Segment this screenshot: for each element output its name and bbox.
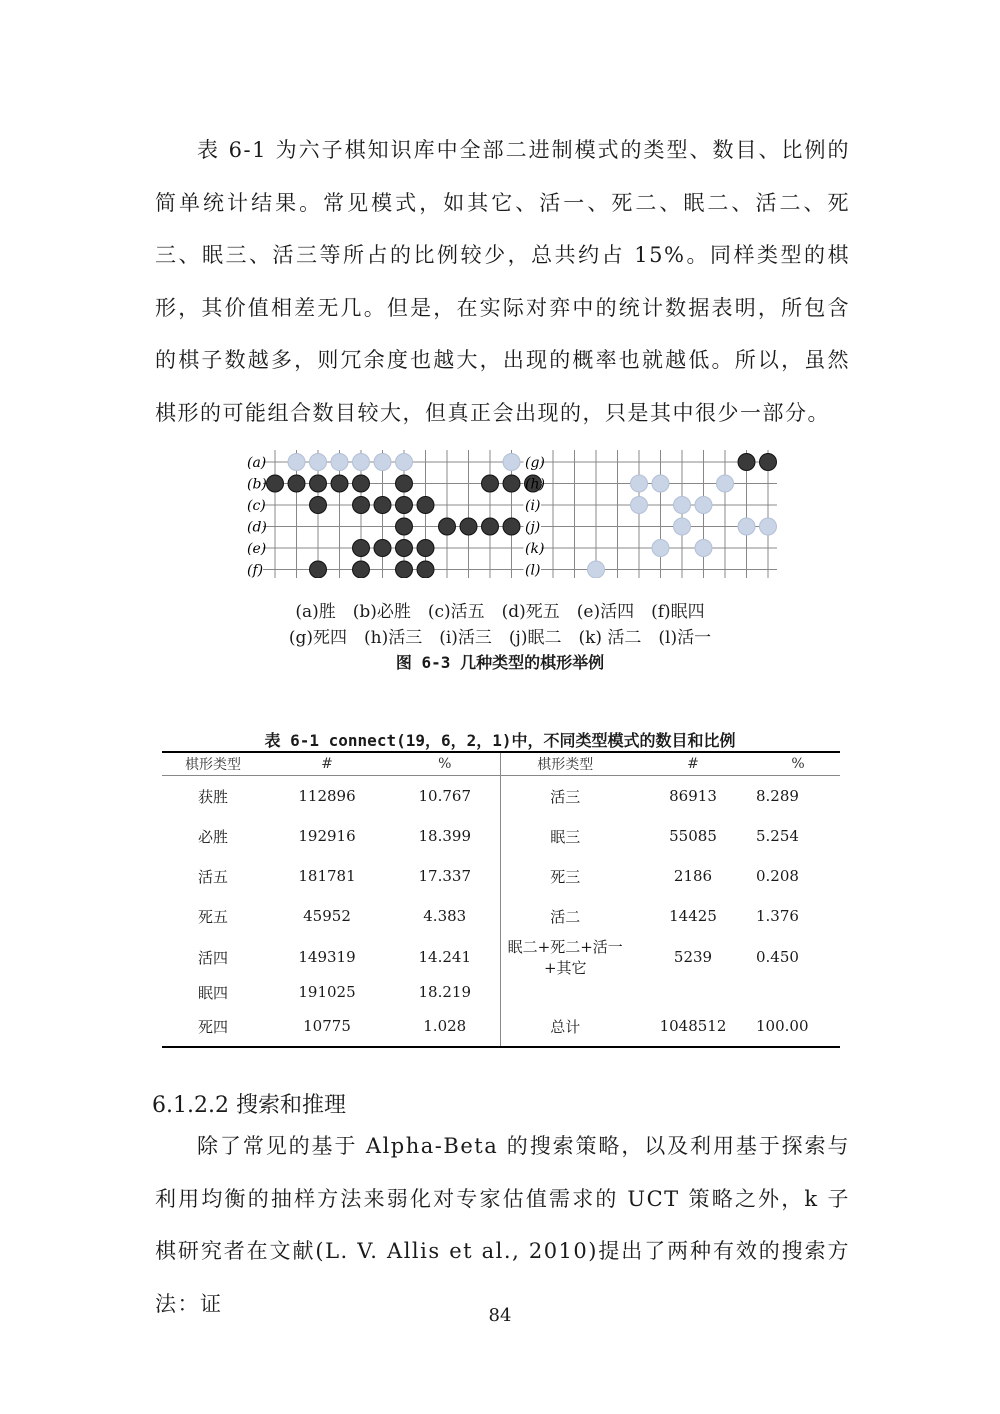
table-cell: 获胜 (197, 787, 228, 806)
table-row (162, 978, 840, 1006)
table-cell: 活二 (500, 896, 630, 936)
page-number: 84 (488, 1305, 512, 1326)
black-stone (439, 518, 456, 535)
table-cell: 10.767 (418, 787, 471, 805)
white-stone (717, 475, 734, 492)
table-cell: 149319 (298, 948, 356, 966)
table-cell: 55085 (669, 827, 717, 845)
black-stone (760, 454, 777, 471)
table-cell (756, 978, 840, 1006)
black-stone (460, 518, 477, 535)
black-stone (288, 475, 305, 492)
table-row (162, 1006, 840, 1047)
white-stone (695, 540, 712, 557)
black-stone (331, 475, 348, 492)
black-stone (503, 518, 520, 535)
header-percent-1: % (390, 752, 500, 776)
table-cell: 14.241 (418, 948, 471, 966)
table-cell: 4.383 (423, 907, 467, 925)
black-stone (396, 561, 413, 578)
black-stone (353, 475, 370, 492)
black-stone (310, 561, 327, 578)
row-label: (b) (247, 476, 267, 493)
row-label: (k) (525, 541, 545, 557)
black-stone (374, 540, 391, 557)
table-cell: 死五 (197, 907, 228, 926)
row-label: (d) (247, 519, 267, 536)
white-stone (652, 540, 669, 557)
black-stone (353, 561, 370, 578)
row-label: (h) (525, 476, 545, 493)
table-cell: 死三 (500, 856, 630, 896)
table-cell: 眠二+死二+活一+其它 (500, 936, 630, 978)
table-cell (500, 978, 630, 1006)
table-cell: 1.376 (756, 907, 799, 925)
white-stone (288, 454, 305, 471)
row-label: (f) (247, 562, 264, 578)
left-board (247, 450, 545, 578)
figure-title: 图 6-3 几种类型的棋形举例 (395, 653, 605, 672)
table-cell: 112896 (298, 787, 356, 805)
black-stone (374, 497, 391, 514)
header-count-2: # (630, 752, 756, 776)
black-stone (738, 454, 755, 471)
row-label: (c) (247, 498, 266, 514)
table-row (162, 856, 840, 896)
white-stone (396, 454, 413, 471)
header-type-2: 棋形类型 (500, 752, 630, 776)
black-stone (396, 540, 413, 557)
intro-paragraph-text: 表 6-1 为六子棋知识库中全部二进制模式的类型、数目、比例的简单统计结果。常见模式，如其它、活一、死二、眠二、活二、死三、眠三、活三等所占的比例较少，总共约占 15%。同样类型的棋形，其价值相差无几。但是，在实际对弈中的统计数据表明，所包含的棋子数越多，则冗余度也越大，出现的概率也就越低。所以，虽然棋形的可能组合数目较大，但真正会出现的，只是其中很少一部分。 (155, 138, 850, 425)
header-count-1: # (264, 752, 390, 776)
table-row (162, 776, 840, 817)
table-cell: 10775 (303, 1017, 351, 1035)
white-stone (695, 497, 712, 514)
table-cell: 活四 (197, 948, 228, 967)
black-stone (482, 475, 499, 492)
black-stone (417, 497, 434, 514)
black-stone (417, 561, 434, 578)
table-cell: 眠四 (197, 983, 228, 1002)
table-cell: 眠三 (500, 816, 630, 856)
white-stone (674, 497, 691, 514)
header-percent-2: % (756, 752, 840, 776)
table-cell: 2186 (673, 867, 713, 885)
table-cell: 45952 (303, 907, 351, 925)
table-cell: 总计 (500, 1006, 630, 1047)
table-cell: 必胜 (197, 827, 228, 846)
search-paragraph-text: 除了常见的基于 Alpha-Beta 的搜索策略，以及利用基于探索与利用均衡的抽样方法来弱化对专家估值需求的 UCT 策略之外，k 子棋研究者在文献(L. V. Allis et al., 2010)提出了两种有效的搜索方法：证 (155, 1134, 850, 1316)
row-label: (a) (247, 455, 267, 471)
right-board (525, 450, 777, 578)
table-cell: 活五 (197, 867, 228, 886)
intro-paragraph (155, 124, 850, 439)
white-stone (760, 518, 777, 535)
row-label: (e) (247, 541, 267, 557)
black-stone (310, 475, 327, 492)
white-stone (374, 454, 391, 471)
figure-caption-line-2: (g)死四 (h)活三 (i)活三 (j)眠二 (k) 活二 (l)活一 (288, 628, 712, 648)
white-stone (503, 454, 520, 471)
table-cell: 100.00 (756, 1017, 809, 1035)
table-cell: 181781 (298, 867, 356, 885)
table-cell: 14425 (669, 907, 717, 925)
figure-caption-line-1: (a)胜 (b)必胜 (c)活五 (d)死五 (e)活四 (f)眠四 (295, 602, 705, 622)
white-stone (631, 475, 648, 492)
table-row (162, 936, 840, 978)
black-stone (503, 475, 520, 492)
black-stone (417, 540, 434, 557)
black-stone (482, 518, 499, 535)
black-stone (396, 475, 413, 492)
white-stone (353, 454, 370, 471)
table-title: 表 6-1 connect(19，6，2，1)中，不同类型模式的数目和比例 (264, 731, 736, 750)
table-cell: 活三 (500, 776, 630, 817)
board-patterns-figure (231, 448, 777, 578)
table-cell: 18.399 (418, 827, 471, 845)
table-cell: 1048512 (659, 1017, 727, 1035)
table-header-row (162, 752, 840, 776)
table-cell: 0.208 (756, 867, 799, 885)
table-cell: 191025 (298, 983, 356, 1001)
row-label: (j) (525, 519, 541, 536)
black-stone (310, 497, 327, 514)
table-row (162, 896, 840, 936)
table-cell: 死四 (197, 1017, 228, 1036)
white-stone (652, 475, 669, 492)
table-cell: 1.028 (423, 1017, 467, 1035)
table-cell: 18.219 (418, 983, 471, 1001)
search-paragraph (155, 1120, 850, 1330)
white-stone (738, 518, 755, 535)
header-type-1: 棋形类型 (162, 752, 264, 776)
black-stone (396, 497, 413, 514)
table-cell: 192916 (298, 827, 356, 845)
white-stone (588, 561, 605, 578)
row-label: (g) (525, 455, 545, 471)
table-cell: 8.289 (756, 787, 799, 805)
row-label: (l) (525, 562, 541, 578)
pattern-stats-table (162, 751, 840, 1048)
table-cell: 0.450 (756, 948, 799, 966)
table-cell: 5239 (673, 948, 713, 966)
table-cell: 17.337 (418, 867, 471, 885)
black-stone (353, 540, 370, 557)
table-cell (630, 978, 756, 1006)
white-stone (310, 454, 327, 471)
section-heading: 6.1.2.2 搜索和推理 (152, 1093, 346, 1118)
white-stone (331, 454, 348, 471)
black-stone (353, 497, 370, 514)
table-cell: 86913 (669, 787, 717, 805)
black-stone (267, 475, 284, 492)
table-row (162, 816, 840, 856)
table-cell: 5.254 (756, 827, 799, 845)
white-stone (631, 497, 648, 514)
white-stone (674, 518, 691, 535)
row-label: (i) (525, 498, 541, 514)
black-stone (396, 518, 413, 535)
